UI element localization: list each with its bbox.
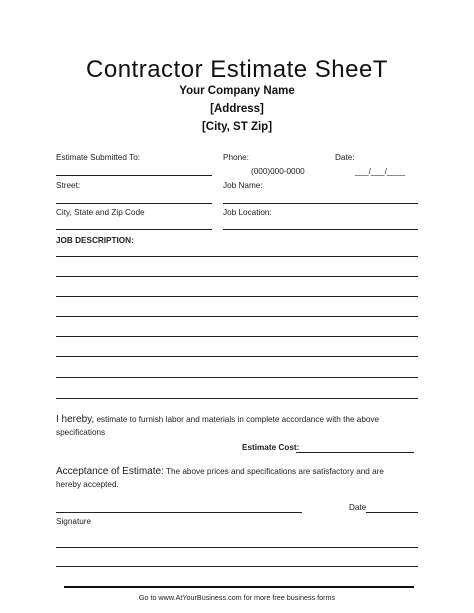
- page-title: Contractor Estimate SheeT: [86, 56, 388, 83]
- signature-line[interactable]: [56, 547, 418, 548]
- estimate-submitted-to-label: Estimate Submitted To:: [56, 153, 141, 162]
- acceptance-text-line2: hereby accepted.: [56, 480, 119, 489]
- acceptance-date-label: Date: [349, 503, 367, 512]
- job-description-line[interactable]: [56, 316, 418, 317]
- signature-line[interactable]: [56, 566, 418, 567]
- job-location-field[interactable]: [223, 229, 418, 230]
- date-value[interactable]: ___/___/____: [355, 167, 406, 176]
- job-description-line[interactable]: [56, 336, 418, 337]
- job-description-line[interactable]: [56, 377, 418, 378]
- company-city-state-zip: [City, ST Zip]: [201, 121, 273, 133]
- acceptance-lead: Acceptance of Estimate:: [56, 466, 164, 477]
- footer-divider: [64, 586, 414, 588]
- job-description-line[interactable]: [56, 398, 418, 399]
- acceptance-signature-line[interactable]: [56, 512, 302, 513]
- hereby-text-line2: specifications: [56, 428, 106, 437]
- street-field[interactable]: [56, 203, 212, 204]
- job-description-line[interactable]: [56, 256, 418, 257]
- city-state-zip-label: City, State and Zip Code: [56, 208, 145, 217]
- phone-label: Phone:: [223, 153, 249, 162]
- date-label: Date:: [335, 153, 355, 162]
- company-name: Your Company Name: [179, 85, 295, 97]
- signature-label: Signature: [56, 517, 92, 526]
- job-description-line[interactable]: [56, 296, 418, 297]
- estimate-cost-field[interactable]: [296, 452, 414, 453]
- estimate-cost-label: Estimate Cost:: [242, 443, 300, 452]
- job-name-field[interactable]: [223, 203, 418, 204]
- footer-text[interactable]: Go to www.AtYourBusiness.com for more free business forms: [138, 593, 336, 602]
- hereby-text: to furnish labor and materials in complete accordance with the above: [127, 415, 380, 424]
- job-description-line[interactable]: [56, 276, 418, 277]
- estimate-submitted-to-field[interactable]: [56, 175, 212, 176]
- acceptance-date-field[interactable]: [366, 512, 418, 513]
- job-location-label: Job Location:: [223, 208, 272, 217]
- acceptance-text: The above prices and specifications are satisfactory and are: [163, 467, 384, 476]
- street-label: Street:: [56, 181, 81, 190]
- phone-value[interactable]: (000)000-0000: [251, 167, 305, 176]
- job-name-label: Job Name:: [223, 181, 263, 190]
- hereby-lead: I hereby,: [56, 414, 95, 425]
- city-state-zip-field[interactable]: [56, 229, 212, 230]
- job-description-line[interactable]: [56, 356, 418, 357]
- company-address: [Address]: [210, 103, 264, 115]
- job-description-label: JOB DESCRIPTION:: [56, 236, 134, 245]
- hereby-statement: [56, 414, 379, 425]
- hereby-lead-word: estimate: [96, 415, 128, 424]
- acceptance-statement: [56, 466, 384, 477]
